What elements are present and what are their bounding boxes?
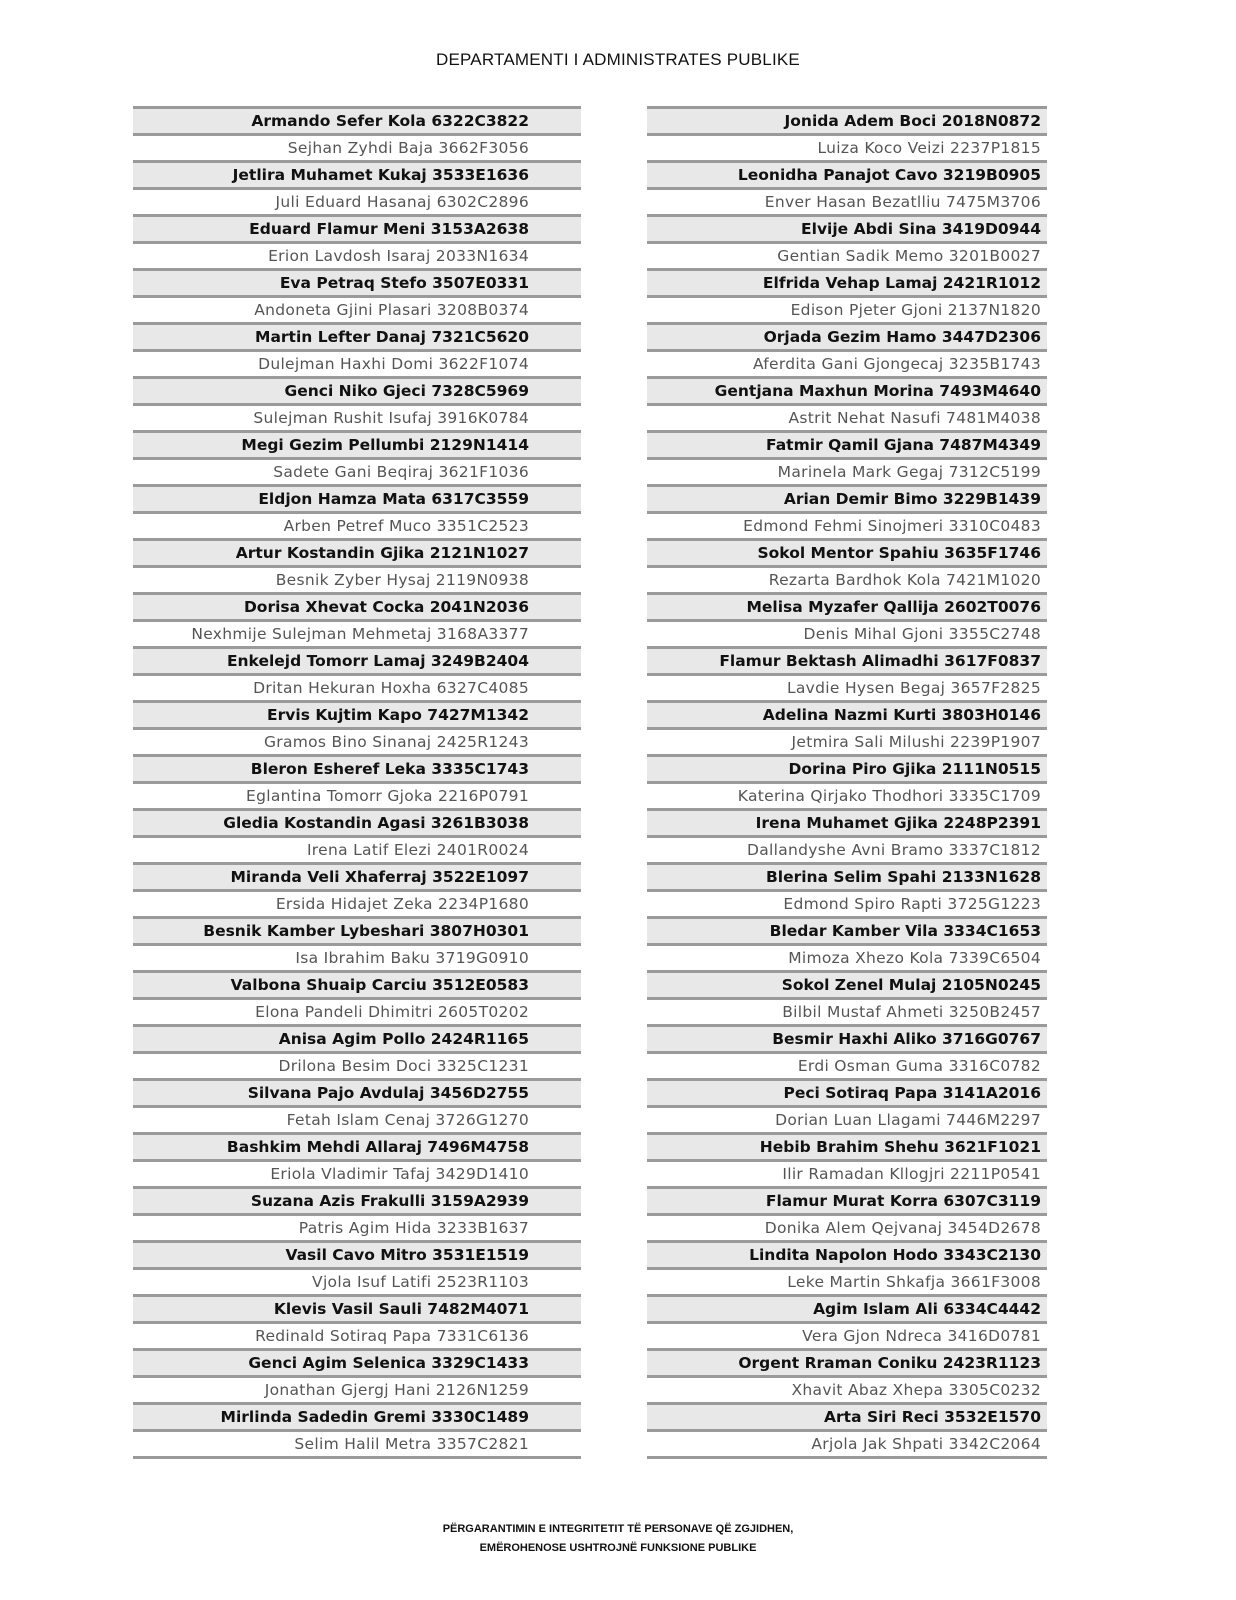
list-item: Anisa Agim Pollo 2424R1165 bbox=[133, 1027, 581, 1054]
list-item: Blerina Selim Spahi 2133N1628 bbox=[647, 865, 1047, 892]
footer-line-1: PËRGARANTIMIN E INTEGRITETIT TË PERSONAVE QË ZGJIDHEN, bbox=[442, 1523, 794, 1535]
list-item: Mimoza Xhezo Kola 7339C6504 bbox=[647, 946, 1047, 973]
list-item: Bashkim Mehdi Allaraj 7496M4758 bbox=[133, 1135, 581, 1162]
list-item: Edmond Fehmi Sinojmeri 3310C0483 bbox=[647, 514, 1047, 541]
list-item: Orjada Gezim Hamo 3447D2306 bbox=[647, 325, 1047, 352]
list-item: Edison Pjeter Gjoni 2137N1820 bbox=[647, 298, 1047, 325]
list-item: Miranda Veli Xhaferraj 3522E1097 bbox=[133, 865, 581, 892]
list-item: Bleron Esheref Leka 3335C1743 bbox=[133, 757, 581, 784]
list-item: Dritan Hekuran Hoxha 6327C4085 bbox=[133, 676, 581, 703]
list-item: Vasil Cavo Mitro 3531E1519 bbox=[133, 1243, 581, 1270]
list-item: Eldjon Hamza Mata 6317C3559 bbox=[133, 487, 581, 514]
list-item: Genci Agim Selenica 3329C1433 bbox=[133, 1351, 581, 1378]
list-item: Lavdie Hysen Begaj 3657F2825 bbox=[647, 676, 1047, 703]
list-item: Dorisa Xhevat Cocka 2041N2036 bbox=[133, 595, 581, 622]
list-item: Jetmira Sali Milushi 2239P1907 bbox=[647, 730, 1047, 757]
list-item: Arta Siri Reci 3532E1570 bbox=[647, 1405, 1047, 1432]
list-item: Megi Gezim Pellumbi 2129N1414 bbox=[133, 433, 581, 460]
list-item: Eriola Vladimir Tafaj 3429D1410 bbox=[133, 1162, 581, 1189]
left-name-list bbox=[133, 106, 581, 1459]
list-item: Melisa Myzafer Qallija 2602T0076 bbox=[647, 595, 1047, 622]
list-item: Valbona Shuaip Carciu 3512E0583 bbox=[133, 973, 581, 1000]
list-item: Leke Martin Shkafja 3661F3008 bbox=[647, 1270, 1047, 1297]
list-item: Juli Eduard Hasanaj 6302C2896 bbox=[133, 190, 581, 217]
page-title: DEPARTAMENTI I ADMINISTRATES PUBLIKE bbox=[436, 50, 800, 69]
list-item: Jetlira Muhamet Kukaj 3533E1636 bbox=[133, 163, 581, 190]
list-item: Patris Agim Hida 3233B1637 bbox=[133, 1216, 581, 1243]
list-item: Orgent Rraman Coniku 2423R1123 bbox=[647, 1351, 1047, 1378]
list-item: Dorian Luan Llagami 7446M2297 bbox=[647, 1108, 1047, 1135]
footer-line-2: EMËROHENOSE USHTROJNË FUNKSIONE PUBLIKE bbox=[479, 1542, 757, 1554]
list-item: Gledia Kostandin Agasi 3261B3038 bbox=[133, 811, 581, 838]
list-item: Eduard Flamur Meni 3153A2638 bbox=[133, 217, 581, 244]
list-item: Vera Gjon Ndreca 3416D0781 bbox=[647, 1324, 1047, 1351]
list-item: Sokol Zenel Mulaj 2105N0245 bbox=[647, 973, 1047, 1000]
list-item: Astrit Nehat Nasufi 7481M4038 bbox=[647, 406, 1047, 433]
list-item: Donika Alem Qejvanaj 3454D2678 bbox=[647, 1216, 1047, 1243]
list-item: Peci Sotiraq Papa 3141A2016 bbox=[647, 1081, 1047, 1108]
list-item: Gentian Sadik Memo 3201B0027 bbox=[647, 244, 1047, 271]
list-item: Nexhmije Sulejman Mehmetaj 3168A3377 bbox=[133, 622, 581, 649]
list-item: Flamur Murat Korra 6307C3119 bbox=[647, 1189, 1047, 1216]
list-item: Armando Sefer Kola 6322C3822 bbox=[133, 109, 581, 136]
list-item: Elfrida Vehap Lamaj 2421R1012 bbox=[647, 271, 1047, 298]
list-item: Elvije Abdi Sina 3419D0944 bbox=[647, 217, 1047, 244]
list-item: Fatmir Qamil Gjana 7487M4349 bbox=[647, 433, 1047, 460]
list-item: Redinald Sotiraq Papa 7331C6136 bbox=[133, 1324, 581, 1351]
list-item: Gentjana Maxhun Morina 7493M4640 bbox=[647, 379, 1047, 406]
list-item: Jonida Adem Boci 2018N0872 bbox=[647, 109, 1047, 136]
list-item: Jonathan Gjergj Hani 2126N1259 bbox=[133, 1378, 581, 1405]
list-item: Ersida Hidajet Zeka 2234P1680 bbox=[133, 892, 581, 919]
right-name-list bbox=[647, 106, 1047, 1459]
list-item: Ilir Ramadan Kllogjri 2211P0541 bbox=[647, 1162, 1047, 1189]
list-item: Dallandyshe Avni Bramo 3337C1812 bbox=[647, 838, 1047, 865]
list-item: Erion Lavdosh Isaraj 2033N1634 bbox=[133, 244, 581, 271]
list-item: Besmir Haxhi Aliko 3716G0767 bbox=[647, 1027, 1047, 1054]
list-item: Dorina Piro Gjika 2111N0515 bbox=[647, 757, 1047, 784]
list-item: Eglantina Tomorr Gjoka 2216P0791 bbox=[133, 784, 581, 811]
list-item: Arian Demir Bimo 3229B1439 bbox=[647, 487, 1047, 514]
list-item: Besnik Kamber Lybeshari 3807H0301 bbox=[133, 919, 581, 946]
list-item: Klevis Vasil Sauli 7482M4071 bbox=[133, 1297, 581, 1324]
list-item: Sadete Gani Beqiraj 3621F1036 bbox=[133, 460, 581, 487]
list-item: Luiza Koco Veizi 2237P1815 bbox=[647, 136, 1047, 163]
list-item: Arjola Jak Shpati 3342C2064 bbox=[647, 1432, 1047, 1459]
list-item: Drilona Besim Doci 3325C1231 bbox=[133, 1054, 581, 1081]
list-item: Denis Mihal Gjoni 3355C2748 bbox=[647, 622, 1047, 649]
list-item: Besnik Zyber Hysaj 2119N0938 bbox=[133, 568, 581, 595]
list-item: Agim Islam Ali 6334C4442 bbox=[647, 1297, 1047, 1324]
list-item: Flamur Bektash Alimadhi 3617F0837 bbox=[647, 649, 1047, 676]
list-item: Enkelejd Tomorr Lamaj 3249B2404 bbox=[133, 649, 581, 676]
list-item: Isa Ibrahim Baku 3719G0910 bbox=[133, 946, 581, 973]
list-item: Aferdita Gani Gjongecaj 3235B1743 bbox=[647, 352, 1047, 379]
list-item: Sulejman Rushit Isufaj 3916K0784 bbox=[133, 406, 581, 433]
list-item: Bilbil Mustaf Ahmeti 3250B2457 bbox=[647, 1000, 1047, 1027]
list-item: Gramos Bino Sinanaj 2425R1243 bbox=[133, 730, 581, 757]
list-item: Ervis Kujtim Kapo 7427M1342 bbox=[133, 703, 581, 730]
page-footer bbox=[0, 1520, 1236, 1558]
list-item: Artur Kostandin Gjika 2121N1027 bbox=[133, 541, 581, 568]
list-item: Eva Petraq Stefo 3507E0331 bbox=[133, 271, 581, 298]
list-item: Adelina Nazmi Kurti 3803H0146 bbox=[647, 703, 1047, 730]
list-item: Xhavit Abaz Xhepa 3305C0232 bbox=[647, 1378, 1047, 1405]
list-item: Elona Pandeli Dhimitri 2605T0202 bbox=[133, 1000, 581, 1027]
list-item: Dulejman Haxhi Domi 3622F1074 bbox=[133, 352, 581, 379]
list-item: Marinela Mark Gegaj 7312C5199 bbox=[647, 460, 1047, 487]
list-item: Silvana Pajo Avdulaj 3456D2755 bbox=[133, 1081, 581, 1108]
list-item: Martin Lefter Danaj 7321C5620 bbox=[133, 325, 581, 352]
list-item: Irena Muhamet Gjika 2248P2391 bbox=[647, 811, 1047, 838]
list-item: Vjola Isuf Latifi 2523R1103 bbox=[133, 1270, 581, 1297]
list-item: Selim Halil Metra 3357C2821 bbox=[133, 1432, 581, 1459]
list-item: Erdi Osman Guma 3316C0782 bbox=[647, 1054, 1047, 1081]
list-item: Genci Niko Gjeci 7328C5969 bbox=[133, 379, 581, 406]
list-item: Edmond Spiro Rapti 3725G1223 bbox=[647, 892, 1047, 919]
list-item: Lindita Napolon Hodo 3343C2130 bbox=[647, 1243, 1047, 1270]
list-item: Irena Latif Elezi 2401R0024 bbox=[133, 838, 581, 865]
list-item: Suzana Azis Frakulli 3159A2939 bbox=[133, 1189, 581, 1216]
list-item: Mirlinda Sadedin Gremi 3330C1489 bbox=[133, 1405, 581, 1432]
list-item: Leonidha Panajot Cavo 3219B0905 bbox=[647, 163, 1047, 190]
list-item: Bledar Kamber Vila 3334C1653 bbox=[647, 919, 1047, 946]
list-item: Hebib Brahim Shehu 3621F1021 bbox=[647, 1135, 1047, 1162]
list-item: Fetah Islam Cenaj 3726G1270 bbox=[133, 1108, 581, 1135]
list-item: Sokol Mentor Spahiu 3635F1746 bbox=[647, 541, 1047, 568]
list-item: Sejhan Zyhdi Baja 3662F3056 bbox=[133, 136, 581, 163]
list-item: Katerina Qirjako Thodhori 3335C1709 bbox=[647, 784, 1047, 811]
list-item: Enver Hasan Bezatlliu 7475M3706 bbox=[647, 190, 1047, 217]
list-item: Rezarta Bardhok Kola 7421M1020 bbox=[647, 568, 1047, 595]
list-item: Andoneta Gjini Plasari 3208B0374 bbox=[133, 298, 581, 325]
list-item: Arben Petref Muco 3351C2523 bbox=[133, 514, 581, 541]
